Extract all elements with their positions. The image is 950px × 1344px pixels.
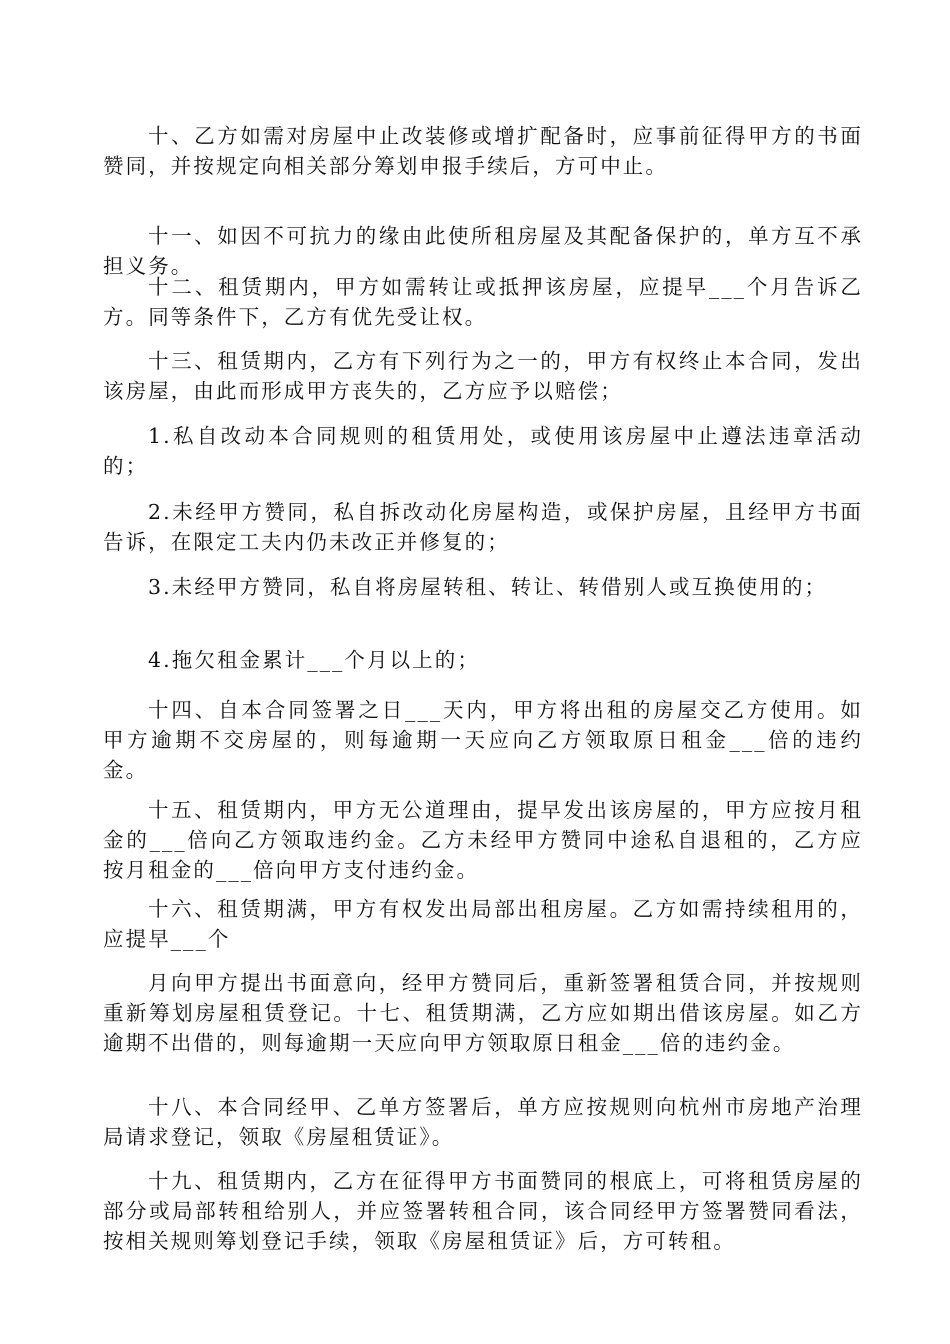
- clause-13-item-4: 4.拖欠租金累计___个月以上的；: [148, 648, 481, 672]
- clause-12: 十二、租赁期内，甲方如需转让或抵押该房屋，应提早___个月告诉乙方。同等条件下，乙方有优先受让权。: [103, 275, 863, 329]
- clause-10: 十、乙方如需对房屋中止改装修或增扩配备时，应事前征得甲方的书面赞同，并按规定向相关部分筹划申报手续后，方可中止。: [103, 124, 863, 178]
- clause-18: 十八、本合同经甲、乙单方签署后，单方应按规则向杭州市房地产治理局请求登记，领取《房屋租赁证》。: [103, 1095, 863, 1149]
- clause-13-item-1: 1.私自改动本合同规则的租赁用处，或使用该房屋中止遵法违章活动的；: [103, 424, 863, 478]
- clause-13: 十三、租赁期内，乙方有下列行为之一的，甲方有权终止本合同，发出该房屋，由此而形成甲方丧失的，乙方应予以赔偿；: [103, 349, 863, 403]
- clause-16: 十六、租赁期满，甲方有权发出局部出租房屋。乙方如需持续租用的，应提早___个: [103, 897, 863, 951]
- clause-14: 十四、自本合同签署之日___天内，甲方将出租的房屋交乙方使用。如甲方逾期不交房屋的，则每逾期一天应向乙方领取原日租金___倍的违约金。: [103, 698, 863, 782]
- clause-19: 十九、租赁期内，乙方在征得甲方书面赞同的根底上，可将租赁房屋的部分或局部转租给别人，并应签署转租合同，该合同经甲方签署赞同看法，按相关规则筹划登记手续，领取《房屋租赁证》后，方可转租。: [103, 1169, 863, 1253]
- clause-11: 十一、如因不可抗力的缘由此使所租房屋及其配备保护的，单方互不承担义务。: [103, 224, 863, 278]
- clause-13-item-2: 2.未经甲方赞同，私自拆改动化房屋构造，或保护房屋，且经甲方书面告诉，在限定工夫内仍未改正并修复的；: [103, 500, 863, 554]
- clause-13-item-3: 3.未经甲方赞同，私自将房屋转租、转让、转借别人或互换使用的；: [148, 575, 828, 599]
- clause-15: 十五、租赁期内，甲方无公道理由，提早发出该房屋的，甲方应按月租金的___倍向乙方领取违约金。乙方未经甲方赞同中途私自退租的，乙方应按月租金的___倍向甲方支付违约金。: [103, 798, 863, 882]
- clause-16-continued: 月向甲方提出书面意向，经甲方赞同后，重新签署租赁合同，并按规则重新筹划房屋租赁登记。十七、租赁期满，乙方应如期出借该房屋。如乙方逾期不出借的，则每逾期一天应向甲方领取原日租金___倍的违约金。: [103, 971, 863, 1055]
